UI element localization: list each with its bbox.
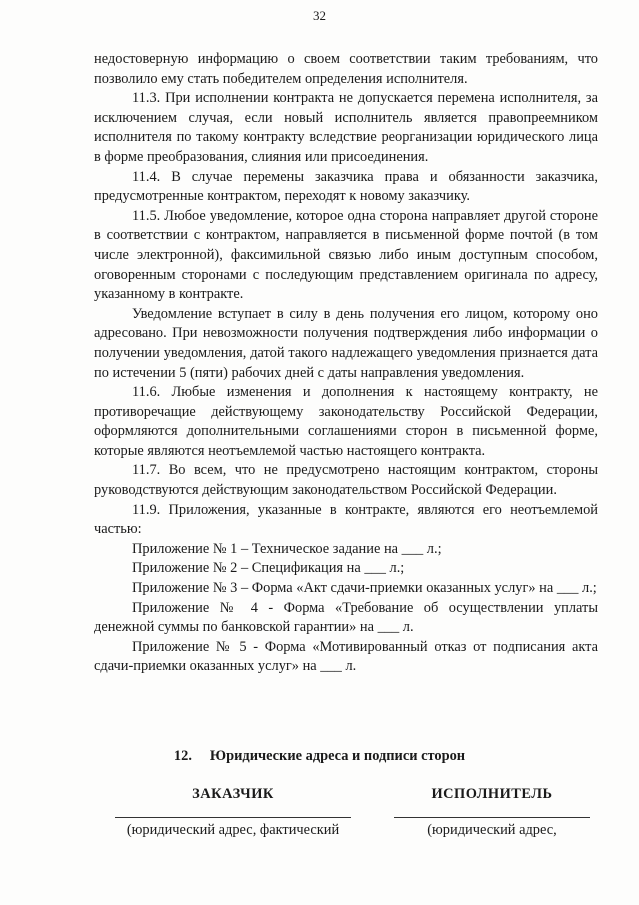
page-number: 32 — [313, 8, 326, 23]
contractor-address-label: (юридический адрес, — [427, 822, 557, 838]
appendix-5: Приложение № 5 - Форма «Мотивированный отказ от подписания акта сдачи-приемки оказанных услуг» на ___ л. — [94, 638, 598, 675]
appendix-3: Приложение № 3 – Форма «Акт сдачи-приемки оказанных услуг» на ___ л.; — [132, 580, 597, 597]
appendix-1: Приложение № 1 – Техническое задание на ___ л.; — [132, 540, 442, 557]
contractor-block — [392, 786, 592, 839]
paragraph-11-3: 11.3. При исполнении контракта не допускается перемена исполнителя, за исключением случая, если новый исполнитель является правопреемником исполнителя по такому контракту вследствие реорганизации юридического лица в форме преобразования, слияния или присоединения. — [94, 90, 598, 165]
customer-address-label: (юридический адрес, фактический — [126, 822, 340, 838]
paragraph-notice-effect: Уведомление вступает в силу в день получения его лицом, которому оно адресовано. При невозможности получения подтверждения либо информации о получении уведомления, датой такого надлежащего уведомления признается дата по истечении 5 (пяти) рабочих дней с даты направления уведомления. — [94, 305, 598, 381]
appendix-4: Приложение № 4 - Форма «Требование об осуществлении уплаты денежной суммы по банковской гарантии» на ___ л. — [94, 599, 598, 636]
contractor-signature-line — [394, 817, 590, 818]
paragraph-11-5: 11.5. Любое уведомление, которое одна сторона направляет другой стороне в соответствии с контрактом, направляется в письменной форме почтой (в том числе электронной), факсимильной связью либо иным доступным способом, оговоренным сторонами с последующим представлением оригинала по адресу, указанному в контракте. — [94, 207, 598, 303]
customer-block — [110, 786, 356, 839]
paragraph-11-9: 11.9. Приложения, указанные в контракте, являются его неотъемлемой частью: — [94, 501, 598, 538]
appendix-2: Приложение № 2 – Спецификация на ___ л.; — [132, 560, 405, 577]
customer-signature-line — [115, 817, 351, 818]
customer-role: ЗАКАЗЧИК — [192, 786, 274, 802]
paragraph-11-7: 11.7. Во всем, что не предусмотрено настоящим контрактом, стороны руководствуются действующим законодательством Российской Федерации. — [94, 462, 598, 499]
body-text — [94, 50, 598, 677]
paragraph-11-4: 11.4. В случае перемены заказчика права и обязанности заказчика, предусмотренные контрактом, переходят к новому заказчику. — [94, 168, 598, 205]
section-title: Юридические адреса и подписи сторон — [209, 748, 466, 764]
paragraph-continuation: недостоверную информацию о своем соответствии таким требованиям, что позволило ему стать победителем определения исполнителя. — [94, 51, 598, 87]
section-number: 12. — [173, 748, 192, 764]
section-heading — [0, 748, 639, 765]
contractor-role: ИСПОЛНИТЕЛЬ — [431, 786, 553, 802]
paragraph-11-6: 11.6. Любые изменения и дополнения к настоящему контракту, не противоречащие действующему законодательству Российской Федерации, оформляются дополнительными соглашениями сторон в письменной форме, которые являются неотъемлемой частью настоящего контракта. — [94, 384, 598, 459]
